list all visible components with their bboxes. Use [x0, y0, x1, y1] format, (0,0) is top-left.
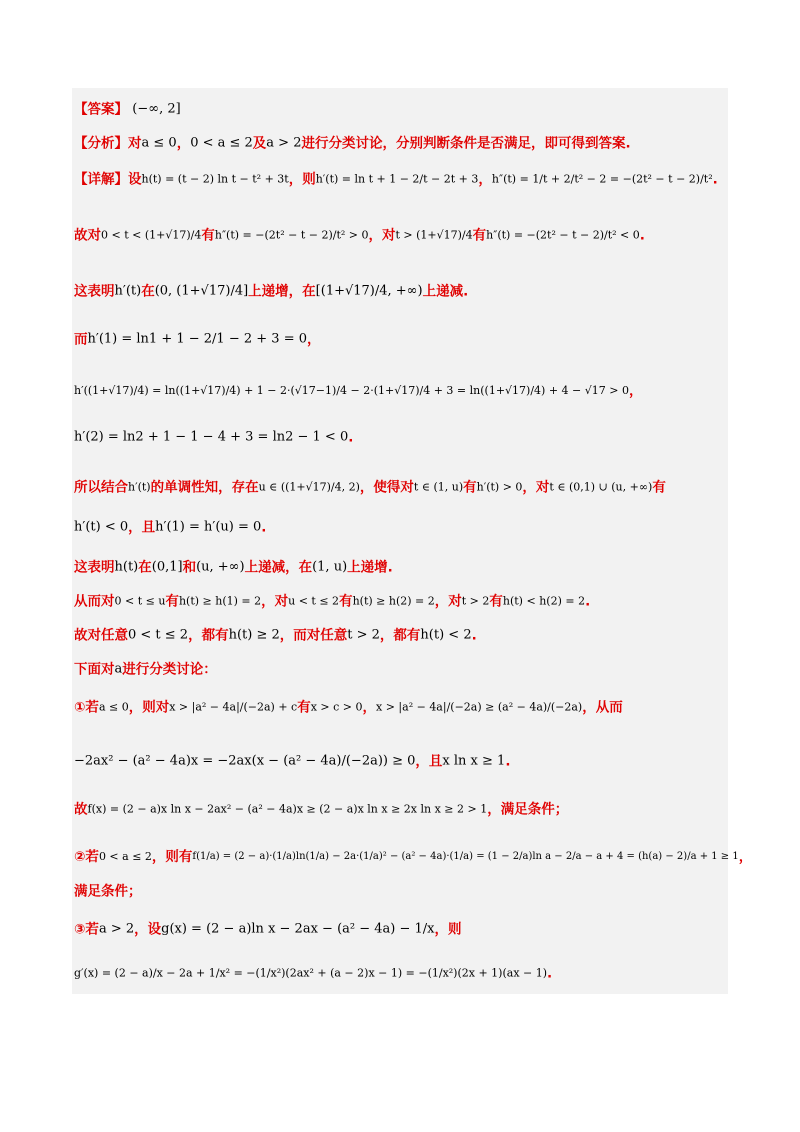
text: 而: [74, 331, 88, 348]
math: a > 2: [98, 921, 135, 937]
math: f(1/a) = (2 − a)·(1/a)ln(1/a) − 2a·(1/a)² − (a² − 4a)·(1/a) = (1 − 2/a)ln a − 2/a − a + 4 = (h(a) − 2)/a + 1 ≥ 1: [192, 851, 739, 862]
detail-line-11: [74, 626, 730, 645]
text: 在: [141, 283, 155, 300]
math: (0, (1+√17)/4]: [154, 283, 249, 299]
math: h′(1) = h′(u) = 0: [155, 519, 262, 535]
case-label: ③若: [74, 921, 99, 938]
text: ，则对: [128, 699, 170, 716]
math: h(t): [114, 559, 139, 575]
detail-line-4: [74, 330, 730, 349]
math: g(x) = (2 − a)ln x − 2ax − (a² − 4a) − 1/x: [161, 921, 435, 937]
math: h′(t) = ln t + 1 − 2/t − 2t + 3: [315, 172, 479, 186]
text: .: [261, 519, 267, 536]
text: .: [639, 227, 645, 244]
answer-label: 【答案】: [74, 101, 128, 118]
answer-math: (−∞, 2]: [132, 101, 181, 117]
math: u ∈ ((1+√17)/4, 2): [258, 480, 360, 494]
math: x > c > 0: [310, 700, 363, 714]
math: a ≤ 0: [98, 700, 129, 714]
case-1-line-3: [74, 800, 730, 819]
text: ，且: [415, 753, 443, 770]
text: ，则: [288, 171, 316, 188]
math: 0 < t ≤ u: [114, 594, 166, 608]
text: 在: [138, 559, 152, 576]
case-3-line-2: [74, 964, 730, 983]
text: 上递减.: [422, 283, 469, 300]
math: a ≤ 0: [141, 135, 177, 151]
text: 故对: [74, 227, 101, 244]
text: 有: [339, 593, 353, 610]
text: 有: [652, 479, 666, 496]
math: (1, u): [312, 559, 348, 575]
math: h(t) ≥ h(1) = 2: [178, 594, 262, 608]
text: ，都有: [188, 627, 229, 644]
detail-label: 【详解】设: [74, 171, 142, 188]
math: h′(t) < 0: [74, 519, 129, 535]
math: x > |a² − 4a|/(−2a) + c: [169, 700, 298, 714]
text: 故对任意: [74, 627, 128, 644]
detail-line-3: [74, 282, 730, 301]
text: ，: [738, 849, 753, 865]
text: ，满足条件；: [487, 801, 569, 818]
math: h″(t) = 1/t + 2/t² − 2 = −(2t² − t − 2)/t²: [491, 172, 713, 186]
case-1-line: [74, 698, 730, 717]
case-label: ①若: [74, 699, 99, 716]
text: ，都有: [379, 627, 421, 644]
detail-line-8: [74, 518, 730, 537]
detail-line-10: [74, 592, 730, 611]
text: ，: [628, 383, 643, 399]
math: (u, +∞): [196, 559, 245, 575]
math: h′((1+√17)/4) = ln((1+√17)/4) + 1 − 2·(√17−1)/4 − 2·(1+√17)/4 + 3 = ln((1+√17)/4) + 4 − √17 > 0: [74, 384, 629, 397]
case-1-line-2: [74, 752, 730, 771]
text: ，则: [434, 921, 462, 938]
text: 故: [74, 801, 88, 818]
text: ，而对任意: [279, 627, 348, 644]
text: ，: [362, 699, 377, 716]
text: ，且: [128, 519, 156, 536]
text: .: [585, 593, 591, 610]
text: 有: [201, 227, 215, 244]
math: h(t) < h(2) = 2: [502, 594, 586, 608]
math: t ∈ (0,1) ∪ (u, +∞): [549, 480, 653, 494]
detail-line-9: [74, 558, 730, 577]
math: u < t ≤ 2: [288, 594, 340, 608]
case-label: ②若: [74, 849, 99, 865]
math: f(x) = (2 − a)x ln x − 2ax² − (a² − 4a)x ≥ (2 − a)x ln x ≥ 2x ln x ≥ 2 > 1: [87, 802, 488, 816]
math: a > 2: [266, 135, 302, 151]
math: h′(2) = ln2 + 1 − 1 − 4 + 3 = ln2 − 1 < 0: [74, 429, 349, 445]
math: h(t) ≥ h(2) = 2: [352, 594, 435, 608]
math: (0,1]: [151, 559, 183, 575]
math: 0 < a ≤ 2: [190, 135, 253, 151]
case-2-line-2: [74, 882, 730, 901]
text: 上递增.: [347, 559, 393, 576]
text: 进行分类讨论，分别判断条件是否满足，即可得到答案.: [301, 135, 631, 152]
math: h(t) = (t − 2) ln t − t² + 3t: [141, 172, 289, 186]
text: ，对: [434, 593, 462, 610]
math: 0 < t < (1+√17)/4: [101, 228, 202, 242]
math: h′(t) > 0: [476, 480, 523, 494]
text: .: [471, 627, 477, 644]
text: 上递减，在: [244, 559, 313, 576]
math: g′(x) = (2 − a)/x − 2a + 1/x² = −(1/x²)(2ax² + (a − 2)x − 1) = −(1/x²)(2x + 1)(ax − 1): [74, 966, 548, 980]
math: h′(1) = ln1 + 1 − 2/1 − 2 + 3 = 0: [87, 331, 307, 347]
text: ，: [478, 171, 492, 188]
text: 及: [252, 135, 267, 152]
math: h′(t): [114, 283, 142, 299]
math: t ∈ (1, u): [413, 480, 464, 494]
text: 下面对: [74, 661, 115, 678]
text: .: [547, 965, 553, 982]
text: 上递增，在: [248, 283, 316, 300]
detail-line-12: [74, 660, 730, 679]
math: [(1+√17)/4, +∞): [315, 283, 423, 299]
math: a: [114, 661, 123, 677]
text: 这表明: [74, 559, 115, 576]
text: 进行分类讨论：: [122, 661, 217, 678]
math: h(t) < 2: [420, 627, 472, 643]
text: ，对: [522, 479, 550, 496]
math: x ln x ≥ 1: [442, 753, 506, 769]
text: 有: [463, 479, 477, 496]
text: 有: [489, 593, 503, 610]
text: ，对: [261, 593, 289, 610]
math: h″(t) = −(2t² − t − 2)/t² > 0: [214, 228, 369, 242]
text: ，对: [368, 227, 396, 244]
math: t > 2: [347, 627, 380, 643]
answer-line: [74, 100, 730, 119]
math: x > |a² − 4a|/(−2a) ≥ (a² − 4a)/(−2a): [376, 700, 583, 714]
text: 有: [472, 227, 487, 244]
text: .: [712, 171, 718, 188]
text: 和: [182, 559, 197, 576]
math: 0 < a ≤ 2: [98, 850, 152, 863]
math: 0 < t ≤ 2: [128, 627, 189, 643]
text: ，: [307, 331, 321, 348]
math: h″(t) = −(2t² − t − 2)/t² < 0: [486, 228, 640, 242]
case-2-line: [74, 848, 753, 866]
analysis-line: [74, 134, 730, 153]
text: 有: [165, 593, 179, 610]
detail-line-1: [74, 170, 730, 189]
text: ，则有: [151, 849, 193, 865]
text: 所以结合: [74, 479, 128, 496]
text: .: [505, 753, 511, 770]
text: ，设: [134, 921, 162, 938]
math: h(t) ≥ 2: [228, 627, 280, 643]
text: 从而对: [74, 593, 115, 610]
math: t > (1+√17)/4: [395, 228, 473, 242]
text: 的单调性知，存在: [150, 479, 259, 496]
math: −2ax² − (a² − 4a)x = −2ax(x − (a² − 4a)/(−2a)) ≥ 0: [74, 753, 416, 769]
text: .: [348, 429, 354, 446]
text: ，: [176, 135, 191, 152]
text: 这表明: [74, 283, 115, 300]
math: h′(t): [128, 480, 151, 494]
detail-line-2: [74, 226, 730, 245]
math: t > 2: [461, 594, 490, 608]
detail-line-5: [74, 382, 730, 400]
case-3-line: [74, 920, 730, 939]
text: 满足条件；: [74, 883, 142, 900]
text: 有: [297, 699, 311, 716]
text: ，从而: [582, 699, 623, 716]
text: ，使得对: [359, 479, 414, 496]
detail-line-6: [74, 428, 730, 447]
detail-line-7: [74, 478, 730, 497]
analysis-label: 【分析】对: [74, 135, 142, 152]
